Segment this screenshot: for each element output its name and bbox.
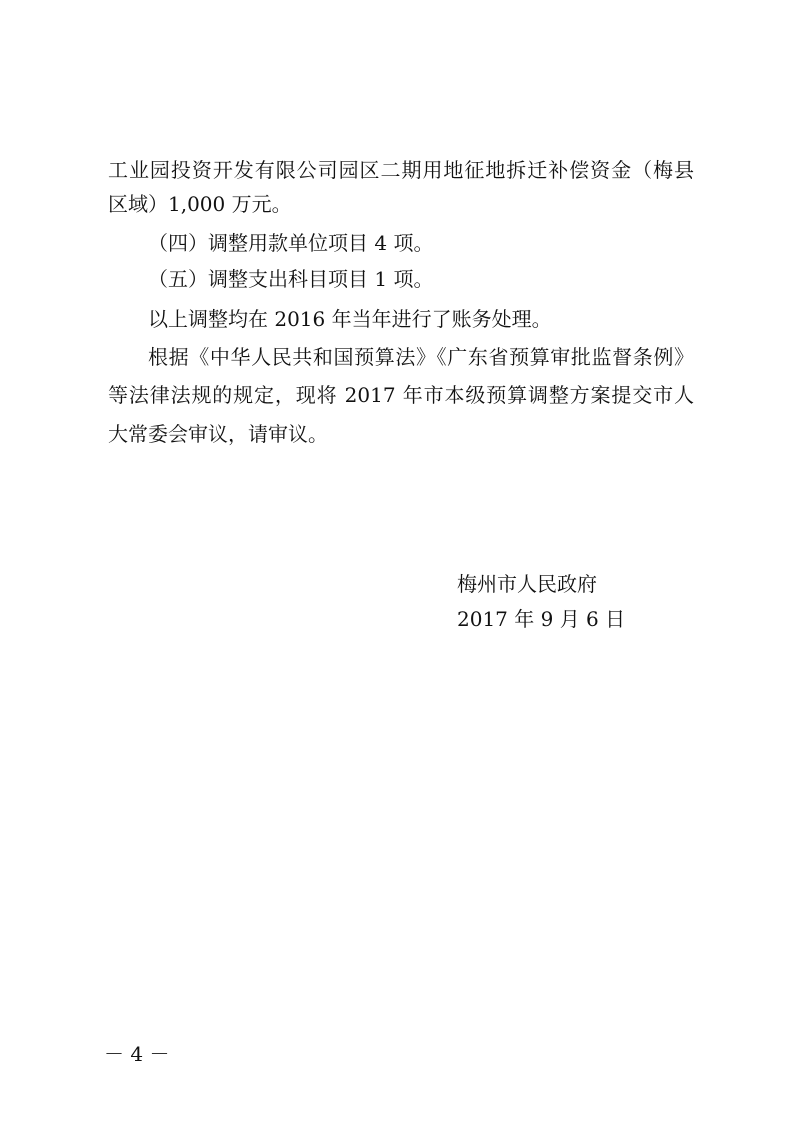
signature-organization: 梅州市人民政府	[457, 572, 597, 596]
signature-date: 2017 年 9 月 6 日	[457, 607, 626, 631]
page-number: － 4 －	[104, 1042, 170, 1066]
body-line-1: 工业园投资开发有限公司园区二期用地征地拆迁补偿资金（梅县	[108, 158, 694, 182]
body-line-7: 等法律法规的规定，现将 2017 年市本级预算调整方案提交市人	[108, 383, 694, 407]
body-line-4: （五）调整支出科目项目 1 项。	[148, 267, 434, 291]
body-line-3: （四）调整用款单位项目 4 项。	[148, 231, 434, 255]
body-line-6: 根据《中华人民共和国预算法》《广东省预算审批监督条例》	[148, 345, 694, 369]
body-line-5: 以上调整均在 2016 年当年进行了账务处理。	[148, 307, 552, 331]
body-line-8: 大常委会审议，请审议。	[108, 422, 328, 446]
body-line-2: 区域）1,000 万元。	[108, 192, 292, 216]
